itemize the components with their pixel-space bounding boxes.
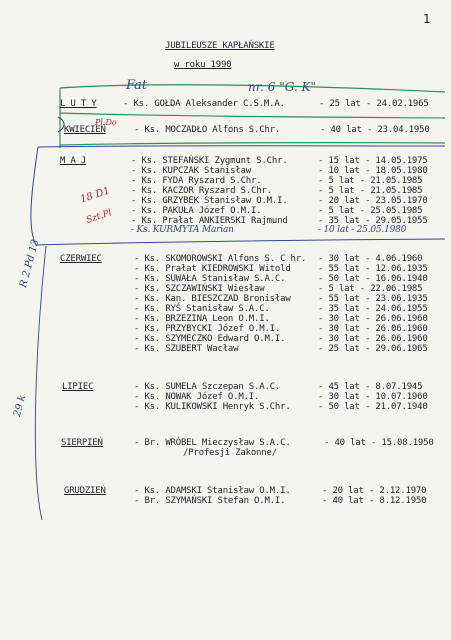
- annotation-maj-note: 18 D1: [79, 185, 112, 206]
- entry-name: GOŁDA Aleksander C.S.M.A.: [154, 99, 285, 109]
- entry-name: KULIKOWSKI Henryk S.Chr.: [165, 402, 291, 412]
- entry-name: KUPCZAK Stanisław: [162, 166, 252, 176]
- entry-date: 23.04.1950: [377, 125, 430, 135]
- entry-note: /Profesji Zakonne/: [183, 448, 277, 458]
- document-title: JUBILEUSZE KAPŁAŃSKIE: [165, 41, 275, 51]
- entry-name: MOCZADŁO Alfons S.Chr.: [165, 125, 281, 135]
- annotation-nr6: nr. 6 "G. K": [248, 80, 317, 94]
- entry-name: RYŚ Stanisław S.A.C.: [165, 304, 270, 314]
- entry-name: SZYMAŃSKI Stefan O.M.I.: [165, 496, 286, 506]
- entry-name: FYDA Ryszard S.Chr.: [162, 176, 262, 186]
- month-kwiecien: KWIECIEŃ: [64, 125, 106, 135]
- entry-name: ADAMSKI Stanisław O.M.I.: [165, 486, 291, 496]
- entry-name: SUMELA Szczepan S.A.C.: [165, 382, 281, 392]
- document-page: 1 JUBILEUSZE KAPŁAŃSKIE w roku 1990 Fat nr. 6 "G. K" Pl.Do 18 D1 Szt.Pl R 2 Pd 13 29 k L U T Y - Ks. GOŁDA Aleksander C.S.M.A. - 25 lat - 24.02.1965 KWIECIEŃ - Ks. MOCZADŁO Alfons S.Chr. - 40 lat - 23.04.1950 M A J - Ks. STEFAŃSKI Zygmunt S.Chr. - 15 lat - 14.05.1975 - Ks. KUPCZAK Stanisław - 10 lat - 18.05.1980 - Ks. FYDA Ryszard S.Chr. - 5 lat - 21.05.1985 - Ks. KACZOR Ryszard S.Chr. - 5 lat - 21.05.1985 - Ks. GRZYBEK Stanisław O.M.I. - 20 lat - 23.05.1970 - Ks. PAKUŁA Józef O.M.I. - 5 lat - 25.05.1985 - Ks. Prałat ANKIERSKI Rajmund - 35 lat - 29.05.1955 - Ks. KURMYTA Marian - 10 lat - 25.05.1980 CZERWIEC - Ks. SKOMOROWSKI Alfons S. C hr. - 30 lat - 4.06.1960 - Ks. Prałat KIEDROWSKI Witold - 55 lat - 12.06.1935 - Ks. SUWAŁA Stanisław S.A.C. - 50 lat - 16.06.1940 - Ks. SZCZAWIŃSKI Wiesław - 5 lat - 22.06.1985 - Ks. Kan. BIESZCZAD Bronisław - 55 lat - 23.06.1935 - Ks. RYŚ Stanisław S.A.C. - 35 lat - 24.06.1955 - Ks. BRZEZINA Leon O.M.I. - 30 lat - 26.06.1960 - Ks. PRZYBYCKI Józef O.M.I. - 30 lat - 26.06.1960 - Ks. SZYMECZKO Edward O.M.I. - 30 lat - 26.06.1960 - Ks. SZUBERT Wacław - 25 lat - 29.06.1965 LIPIEC - Ks. SUMELA Szczepan S.A.C. - 45 lat - 8.07.1945 - Ks. NOWAK Józef O.M.I. - 30 lat - 10.07.1960 - Ks. KULIKOWSKI Henryk S.Chr. - 50 lat - 21.07.1940 SIERPIEŃ - Br. WRÓBEL Mieczysław S.A.C. /Profesji Zakonne/ - 40 lat - 15.08.1950 GRUDZIEŃ - Ks. ADAMSKI Stanisław O.M.I. - 20 lat - 2.12.1970 - Br. SZYMAŃSKI Stefan O.M.I. - 40 lat - 8.12.1950: [0, 0, 451, 640]
- entry-name: WRÓBEL Mieczysław S.A.C.: [165, 438, 291, 448]
- entry-name: NOWAK Józef O.M.I.: [165, 392, 260, 402]
- entry-name: STEFAŃSKI Zygmunt S.Chr.: [162, 156, 288, 166]
- entry-name: KACZOR Ryszard S.Chr.: [162, 186, 272, 196]
- entry-name: Prałat ANKIERSKI Rajmund: [162, 216, 288, 226]
- entry-title: Ks.: [144, 125, 161, 135]
- entry-name: GRZYBEK Stanisław O.M.I.: [162, 196, 288, 206]
- entry-years: 40 lat: [330, 125, 362, 135]
- month-lipiec: LIPIEC: [62, 382, 94, 392]
- entry-name: BRZEZINA Leon O.M.I.: [165, 314, 270, 324]
- entry-name: Prałat KIEDROWSKI Witold: [165, 264, 291, 274]
- entry-date: 24.02.1965: [376, 99, 429, 109]
- month-sierpien: SIERPIEŃ: [61, 438, 103, 448]
- month-grudzien: GRUDZIEŃ: [64, 486, 106, 496]
- annotation-fat: Fat: [126, 78, 148, 93]
- page-number: 1: [423, 12, 431, 26]
- entry-name: SZYMECZKO Edward O.M.I.: [165, 334, 286, 344]
- annotation-stamp: Pl.Do: [95, 118, 117, 127]
- entry-title: Ks.: [133, 99, 150, 109]
- entry-name: PAKUŁA Józef O.M.I.: [162, 206, 262, 216]
- annotation-side1: R 2 Pd 13: [18, 238, 42, 289]
- entry-name: Kan. BIESZCZAD Bronisław: [165, 294, 291, 304]
- entry-years: 25 lat: [329, 99, 361, 109]
- month-maj: M A J: [60, 156, 87, 166]
- entry-name: SZUBERT Wacław: [165, 344, 239, 354]
- entry-name: SUWAŁA Stanisław S.A.C.: [165, 274, 286, 284]
- entry-name: SKOMOROWSKI Alfons S. C hr.: [165, 254, 307, 264]
- entry-name-handwritten: KURMYTA Marian: [152, 225, 234, 235]
- month-czerwiec: CZERWIEC: [60, 254, 102, 264]
- document-subtitle: w roku 1990: [174, 60, 232, 70]
- entry-name: SZCZAWIŃSKI Wiesław: [165, 284, 265, 294]
- month-luty: L U T Y: [60, 99, 97, 109]
- annotation-side2: 29 k: [12, 393, 29, 418]
- annotation-maj-note2: Szt.Pl: [85, 208, 114, 226]
- entry-name: PRZYBYCKI Józef O.M.I.: [165, 324, 281, 334]
